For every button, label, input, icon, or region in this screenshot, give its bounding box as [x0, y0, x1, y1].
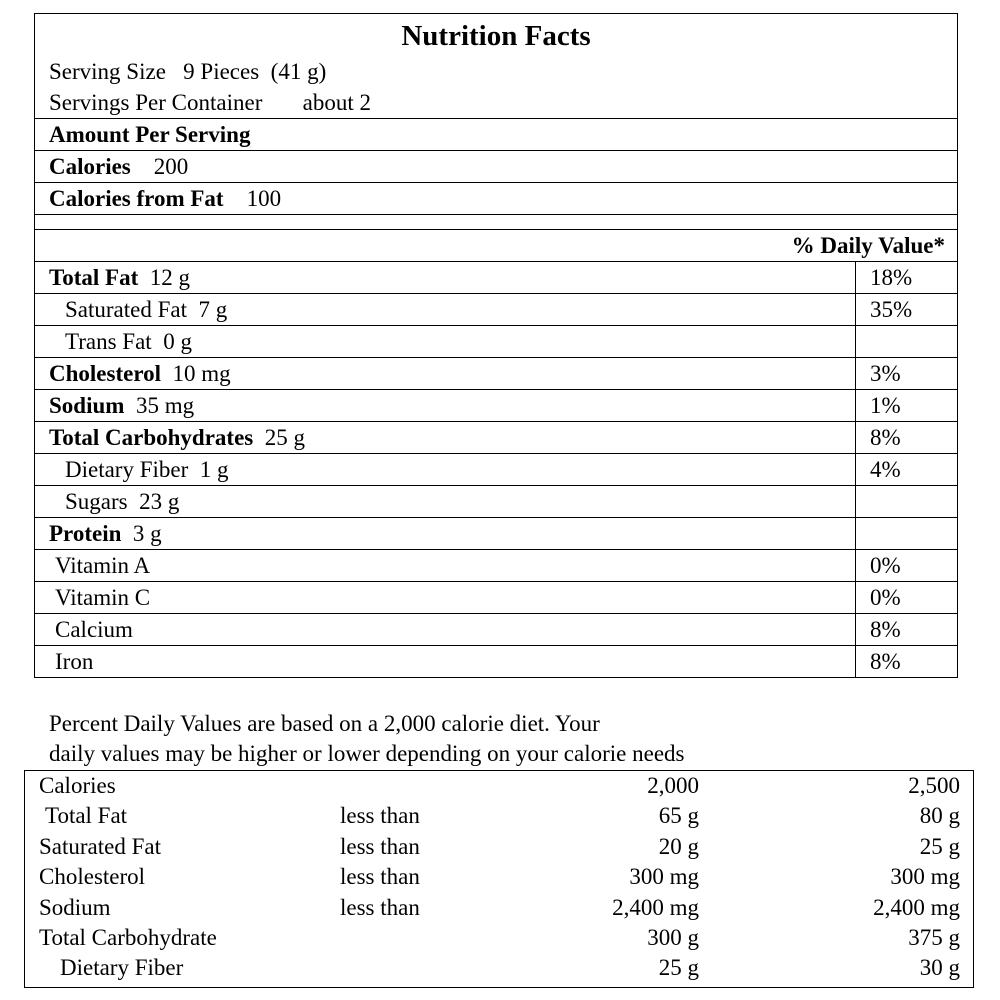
serving-size-label: Serving Size [49, 59, 166, 84]
daily-values-table [24, 770, 974, 988]
amount-per-serving: Amount Per Serving [35, 118, 957, 150]
dv-row-name: Cholesterol [39, 864, 146, 890]
vitamin-row [35, 645, 957, 677]
dv-row-qualifier: less than [340, 864, 420, 890]
dv-row-2500: 25 g [919, 833, 960, 859]
nutrient-amount: 7 g [187, 297, 228, 322]
vitamin-name: Iron [55, 649, 94, 674]
dv-row-2000: 65 g [658, 803, 699, 829]
nutrient-row [35, 357, 957, 389]
nutrient-name-cell [35, 454, 855, 485]
dv-row-2500: 2,500 [908, 773, 960, 798]
nutrient-amount: 25 g [253, 425, 305, 450]
dv-row-2000: 20 g [658, 833, 699, 859]
vitamin-row [35, 581, 957, 613]
dv-row-2000: 300 g [647, 924, 699, 950]
calories-line [35, 150, 957, 182]
dv-row-2500: 80 g [919, 803, 960, 829]
nutrient-row [35, 517, 957, 549]
nutrient-daily-value: 4% [855, 454, 957, 485]
dv-row-name: Saturated Fat [39, 833, 161, 859]
nutrient-daily-value [855, 518, 957, 549]
dv-table-row [25, 832, 973, 862]
serving-size-line [35, 56, 957, 87]
nutrient-name: Sugars [65, 489, 128, 514]
nutrient-amount: 10 mg [161, 361, 231, 386]
footnote-line-2: daily values may be higher or lower depending on your calorie needs [49, 741, 685, 766]
nutrient-daily-value: 18% [855, 262, 957, 293]
dv-row-name: Total Fat [45, 803, 128, 829]
nutrient-list [35, 261, 957, 677]
dv-row-name: Total Carbohydrate [39, 924, 217, 950]
nutrient-name: Trans Fat [65, 329, 152, 354]
nutrient-row [35, 453, 957, 485]
nutrient-daily-value [855, 486, 957, 517]
dv-table-row [25, 953, 973, 983]
dv-row-2000: 300 mg [629, 864, 699, 890]
nutrient-name: Cholesterol [49, 361, 162, 386]
vitamin-daily-value: 8% [855, 646, 957, 677]
nutrient-name-cell [35, 294, 855, 325]
nutrient-row [35, 293, 957, 325]
calories-from-fat-label: Calories from Fat [49, 186, 224, 211]
nutrient-row [35, 261, 957, 293]
nutrient-name: Saturated Fat [65, 297, 187, 322]
calories-label: Calories [49, 154, 131, 179]
dv-row-2500: 375 g [908, 924, 960, 950]
nutrient-name-cell [35, 518, 855, 549]
dv-row-name: Sodium [39, 894, 111, 920]
dv-row-qualifier: less than [340, 833, 420, 859]
dv-table-row [25, 862, 973, 892]
nutrient-name-cell [35, 326, 855, 357]
dv-row-2500: 30 g [919, 955, 960, 981]
nutrient-row [35, 421, 957, 453]
nutrient-name: Total Carbohydrates [49, 425, 254, 450]
spacer-row [35, 214, 957, 229]
nutrient-daily-value [855, 326, 957, 357]
nutrient-name-cell [35, 358, 855, 389]
dv-row-qualifier: less than [340, 803, 420, 829]
vitamin-daily-value: 0% [855, 582, 957, 613]
nutrition-facts-label [34, 13, 958, 678]
nutrient-name-cell [35, 390, 855, 421]
dv-row-name: Calories [39, 773, 116, 798]
nutrient-name-cell [35, 486, 855, 517]
vitamin-row [35, 549, 957, 581]
label-title: Nutrition Facts [401, 20, 591, 52]
vitamin-name: Vitamin C [55, 585, 151, 610]
nutrient-name: Protein [49, 521, 122, 546]
vitamin-daily-value: 8% [855, 614, 957, 645]
calories-from-fat-value: 100 [246, 186, 282, 211]
nutrient-name: Sodium [49, 393, 125, 418]
dv-row-2500: 2,400 mg [873, 894, 960, 920]
servings-per-container-line [35, 87, 957, 118]
servings-per-container-value: about 2 [302, 90, 371, 115]
nutrient-row [35, 485, 957, 517]
daily-value-header: % Daily Value* [35, 229, 957, 261]
nutrient-amount: 23 g [127, 489, 180, 514]
calories-from-fat-line [35, 182, 957, 214]
nutrient-name-cell [35, 422, 855, 453]
dv-row-2000: 2,000 [647, 773, 699, 798]
dv-row-name: Dietary Fiber [60, 955, 184, 981]
nutrient-row [35, 325, 957, 357]
vitamin-daily-value: 0% [855, 550, 957, 581]
dv-table-row [25, 771, 973, 801]
dv-row-2000: 2,400 mg [612, 894, 699, 920]
dv-row-2000: 25 g [658, 955, 699, 981]
nutrient-amount: 1 g [188, 457, 229, 482]
footnote-line-1: Percent Daily Values are based on a 2,000 calorie diet. Your [49, 711, 600, 736]
footnote [49, 709, 685, 769]
dv-table-row [25, 801, 973, 831]
nutrient-amount: 3 g [121, 521, 162, 546]
calories-value: 200 [153, 154, 189, 179]
vitamin-row [35, 613, 957, 645]
dv-table-row [25, 923, 973, 953]
nutrient-daily-value: 35% [855, 294, 957, 325]
nutrient-daily-value: 1% [855, 390, 957, 421]
nutrient-amount: 35 mg [124, 393, 195, 418]
nutrient-name: Dietary Fiber [65, 457, 189, 482]
dv-row-2500: 300 mg [890, 864, 960, 890]
nutrient-amount: 12 g [138, 265, 190, 290]
nutrient-daily-value: 8% [855, 422, 957, 453]
vitamin-name: Calcium [55, 617, 133, 642]
nutrient-name: Total Fat [49, 265, 139, 290]
vitamin-name: Vitamin A [55, 553, 151, 578]
dv-row-qualifier: less than [340, 894, 420, 920]
nutrient-row [35, 389, 957, 421]
servings-per-container-label: Servings Per Container [49, 90, 263, 115]
nutrient-daily-value: 3% [855, 358, 957, 389]
nutrient-amount: 0 g [151, 329, 192, 354]
dv-table-row [25, 893, 973, 923]
serving-size-value: 9 Pieces (41 g) [183, 59, 327, 84]
nutrient-name-cell [35, 262, 855, 293]
